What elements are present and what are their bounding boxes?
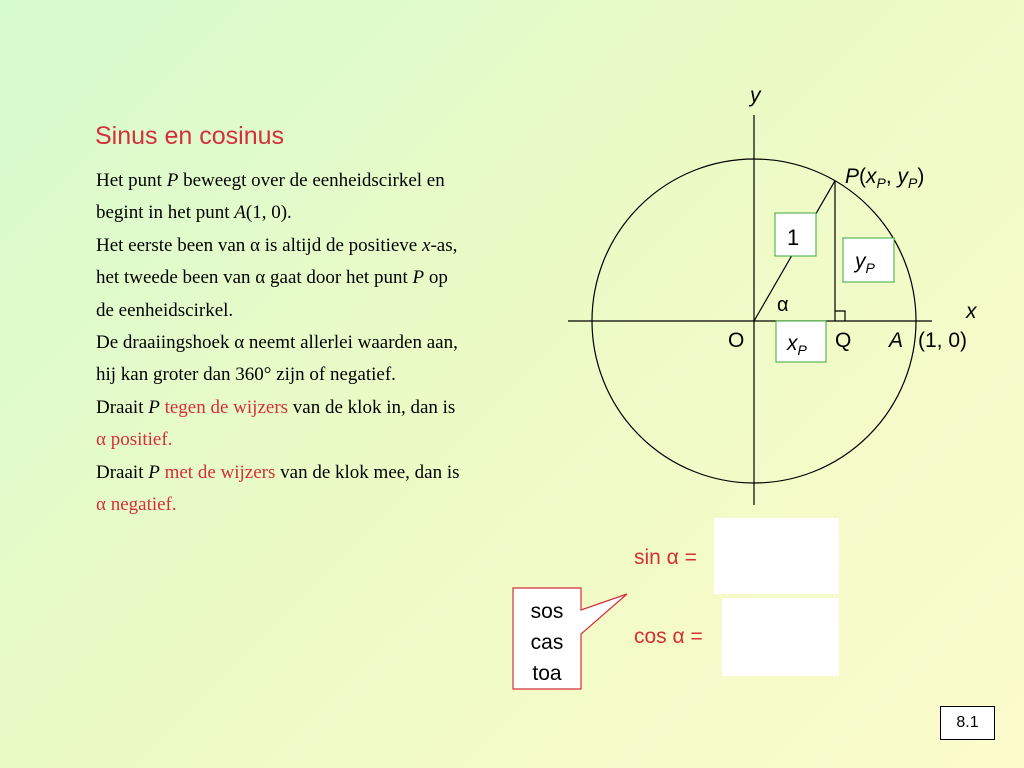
- callout-line: sos: [530, 600, 564, 623]
- p-point-label: $P(x_P$, $y_P$): [845, 165, 925, 191]
- callout-line: cas: [530, 631, 564, 654]
- sin-formula: sin α =: [634, 546, 697, 569]
- hypotenuse-label: 1: [787, 225, 800, 250]
- text-line: begint in het punt A(1, 0).: [96, 202, 292, 224]
- text-line: hij kan groter dan 360° zijn of negatief.: [96, 364, 396, 386]
- text-line: Draait P tegen de wijzers van de klok in, dan is: [96, 396, 456, 418]
- q-label: Q: [835, 329, 852, 352]
- text-line: α negatief.: [96, 494, 177, 516]
- text-line: De draaiingshoek α neemt allerlei waarden aan,: [96, 332, 458, 354]
- text-line: het tweede been van α gaat door het punt P op: [96, 267, 448, 289]
- yp-label: $y_P$: [855, 250, 875, 276]
- slide-title: Sinus en cosinus: [95, 122, 285, 150]
- a-coords: (1, 0): [918, 329, 968, 352]
- y-axis-label: y: [750, 84, 761, 107]
- text-line: Het punt P beweegt over de eenheidscirkel en: [96, 170, 445, 191]
- text-line: de eenheidscirkel.: [96, 299, 234, 321]
- xp-label: $x_P$: [787, 332, 807, 358]
- cos-formula: cos α =: [634, 625, 703, 648]
- angle-label: α: [777, 294, 789, 316]
- text-line: α positief.: [96, 429, 173, 451]
- slide-number: 8.1: [940, 706, 995, 740]
- text-line: Het eerste been van α is altijd de positieve x-as,: [96, 234, 458, 256]
- origin-label: O: [728, 329, 745, 352]
- callout-line: toa: [532, 662, 562, 685]
- x-axis-label: x: [966, 300, 977, 323]
- text-line: Draait P met de wijzers van de klok mee, dan is: [96, 461, 460, 483]
- a-label: A: [889, 329, 904, 352]
- callout-text: [513, 596, 581, 689]
